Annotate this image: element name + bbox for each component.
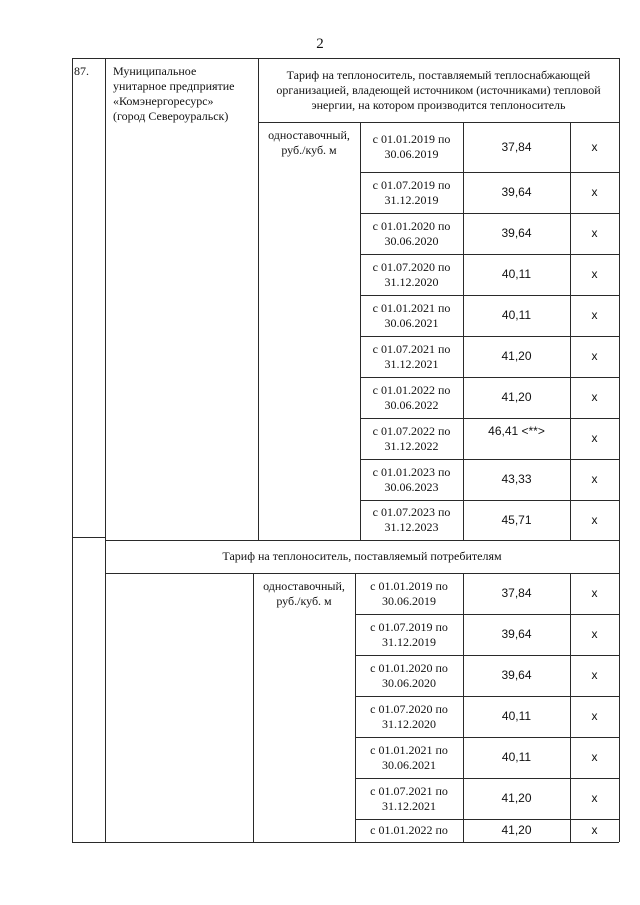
section2-mark: [571, 778, 618, 819]
section1-period-line: с 01.07.2020 по: [372, 259, 451, 274]
col-divider: [253, 573, 254, 842]
section1-mark: [571, 172, 618, 213]
section1-period-line: 30.06.2021: [384, 315, 439, 330]
organization-name: [113, 64, 254, 126]
section1-title-line: организацией, владеющей источником (источниками) тепловой: [276, 82, 601, 97]
section2-period-line: с 01.07.2021 по: [370, 783, 448, 798]
section2-value: [464, 573, 569, 614]
section1-mark: [571, 254, 618, 295]
section2-tariff-type-line: руб./куб. м: [276, 594, 332, 608]
section2-period-line: 30.06.2019: [382, 593, 436, 608]
section1-period: [361, 122, 462, 172]
section1-value-line: 37,84: [501, 139, 532, 154]
section1-period-line: 30.06.2019: [384, 147, 439, 161]
section1-period-line: с 01.01.2023 по: [372, 464, 451, 479]
section1-tariff-type-line: одноставочный,: [268, 128, 350, 142]
page-number: 2: [316, 36, 324, 52]
section1-period-line: 31.12.2023: [384, 520, 439, 534]
section1-value-line: 39,64: [501, 226, 532, 240]
section1-period-line: с 01.01.2019 по: [372, 132, 451, 146]
section1-value-line: 40,11: [501, 308, 532, 322]
section2-value-line: 41,20: [501, 791, 532, 805]
section2-mark: [571, 737, 618, 778]
section2-value: [464, 737, 569, 778]
section1-value-line: 43,33: [501, 472, 532, 486]
section2-mark-line: х: [591, 668, 598, 682]
section1-value-line: 46,41 <**>: [488, 424, 545, 438]
section1-value: [464, 213, 569, 254]
section1-value-line: 40,11: [501, 267, 532, 281]
section1-period-line: 31.12.2021: [384, 356, 439, 371]
section2-tariff-type: [255, 579, 353, 613]
section1-mark-line: х: [591, 267, 598, 281]
section2-mark-line: х: [591, 823, 598, 837]
section2-tariff-type-line: одноставочный,: [263, 579, 345, 593]
section1-value-line: 41,20: [501, 390, 532, 404]
row-divider: [72, 537, 105, 538]
organization-name-line: (город Североуральск): [113, 109, 229, 123]
section1-period-line: с 01.01.2020 по: [372, 218, 451, 233]
section2-period-line: с 01.01.2019 по: [370, 578, 448, 593]
section2-mark-line: х: [591, 709, 598, 723]
row-number-line: 87.: [74, 64, 89, 78]
section2-title: [105, 540, 619, 573]
table-border-top: [72, 58, 619, 59]
organization-name-line: унитарное предприятие: [113, 79, 235, 93]
section2-mark: [571, 696, 618, 737]
section1-period-line: 31.12.2019: [384, 192, 439, 207]
section2-period: [356, 778, 462, 819]
table-border-bottom: [72, 842, 619, 843]
section1-period-line: с 01.07.2023 по: [372, 505, 451, 519]
table-border-right: [619, 58, 620, 842]
section1-period-line: с 01.07.2019 по: [372, 177, 451, 192]
section1-mark: [571, 377, 618, 418]
section1-mark: [571, 500, 618, 540]
col-divider: [258, 58, 259, 540]
section1-period: [361, 336, 462, 377]
table-border-left: [72, 58, 73, 842]
section1-period: [361, 377, 462, 418]
section1-tariff-type: [260, 128, 358, 162]
section1-period-line: 30.06.2023: [384, 479, 439, 494]
section2-mark: [571, 573, 618, 614]
section2-value: [464, 778, 569, 819]
section1-period-line: с 01.07.2022 по: [372, 423, 451, 438]
section1-mark-line: х: [591, 226, 598, 240]
section2-period-line: 31.12.2019: [382, 634, 436, 649]
section1-mark-line: х: [591, 185, 598, 199]
section2-period: [356, 614, 462, 655]
section1-mark-line: х: [591, 390, 598, 404]
section1-period-line: с 01.01.2021 по: [372, 300, 451, 315]
section2-period: [356, 696, 462, 737]
section1-mark-line: х: [591, 431, 598, 445]
section1-period: [361, 254, 462, 295]
section1-value: [464, 336, 569, 377]
organization-name-line: Муниципальное: [113, 64, 197, 78]
section1-mark: [571, 295, 618, 336]
section2-value: [464, 614, 569, 655]
section2-mark: [571, 614, 618, 655]
section1-mark: [571, 122, 618, 172]
section1-value: [464, 500, 569, 540]
section1-mark: [571, 418, 618, 459]
section2-value-line: 41,20: [501, 823, 532, 837]
section2-mark-line: х: [591, 750, 598, 764]
section2-value-line: 40,11: [501, 709, 532, 723]
section2-title-line: Тариф на теплоноситель, поставляемый потребителям: [222, 549, 502, 563]
section1-value: [464, 377, 569, 418]
section1-period: [361, 172, 462, 213]
section2-period-line: с 01.07.2019 по: [370, 619, 448, 634]
section1-value: [464, 254, 569, 295]
section1-value: [464, 172, 569, 213]
section1-value: [464, 295, 569, 336]
section2-mark-line: х: [591, 627, 598, 641]
section1-period: [361, 418, 462, 459]
section1-period-line: с 01.01.2022 по: [372, 382, 451, 397]
section1-title-line: Тариф на теплоноситель, поставляемый теплоснабжающей: [286, 67, 591, 82]
section2-period-line: с 01.01.2022 по: [370, 823, 448, 837]
section1-mark-line: х: [591, 512, 598, 527]
section2-mark-line: х: [591, 586, 598, 600]
section1-mark: [571, 213, 618, 254]
section1-value: [464, 122, 569, 172]
section1-period: [361, 213, 462, 254]
section1-mark-line: х: [591, 308, 598, 322]
section1-period-line: 30.06.2022: [384, 397, 439, 412]
section2-value-line: 39,64: [501, 668, 532, 682]
row-number: [74, 64, 103, 82]
section2-mark: [571, 819, 618, 842]
section2-value: [464, 655, 569, 696]
section1-value-line: 39,64: [501, 185, 532, 199]
section2-period-line: 30.06.2021: [382, 757, 436, 772]
section1-mark-line: х: [591, 139, 598, 154]
section1-title: [258, 60, 619, 120]
section1-period: [361, 500, 462, 540]
section1-period-line: 31.12.2020: [384, 274, 439, 289]
section2-value-line: 40,11: [501, 750, 532, 764]
section1-mark-line: х: [591, 472, 598, 486]
section2-mark-line: х: [591, 791, 598, 805]
section1-tariff-type-line: руб./куб. м: [281, 143, 337, 157]
section1-mark-line: х: [591, 349, 598, 363]
section2-value: [464, 696, 569, 737]
organization-name-line: «Комэнергоресурс»: [113, 94, 214, 108]
section2-value-line: 39,64: [501, 627, 532, 641]
section2-period-line: 31.12.2021: [382, 798, 436, 813]
section2-mark: [571, 655, 618, 696]
section1-mark: [571, 459, 618, 500]
section1-value: [464, 459, 569, 500]
section2-period: [356, 737, 462, 778]
section2-period: [356, 655, 462, 696]
section1-value-line: 45,71: [501, 512, 532, 527]
section2-period-line: 31.12.2020: [382, 716, 436, 731]
section2-period-line: 30.06.2020: [382, 675, 436, 690]
section1-period: [361, 459, 462, 500]
section1-title-line: энергии, на котором производится теплоноситель: [311, 97, 566, 112]
section2-period: [356, 819, 462, 842]
section1-value-line: 41,20: [501, 349, 532, 363]
section2-period: [356, 573, 462, 614]
section2-period-line: с 01.01.2021 по: [370, 742, 448, 757]
section1-period-line: 31.12.2022: [384, 438, 439, 453]
section1-period-line: 30.06.2020: [384, 233, 439, 248]
section1-period: [361, 295, 462, 336]
section1-period-line: с 01.07.2021 по: [372, 341, 451, 356]
section2-value: [464, 819, 569, 842]
col-divider: [105, 58, 106, 842]
section1-value: [464, 424, 569, 459]
section2-value-line: 37,84: [501, 586, 532, 600]
section2-period-line: с 01.07.2020 по: [370, 701, 448, 716]
section1-mark: [571, 336, 618, 377]
section2-period-line: с 01.01.2020 по: [370, 660, 448, 675]
